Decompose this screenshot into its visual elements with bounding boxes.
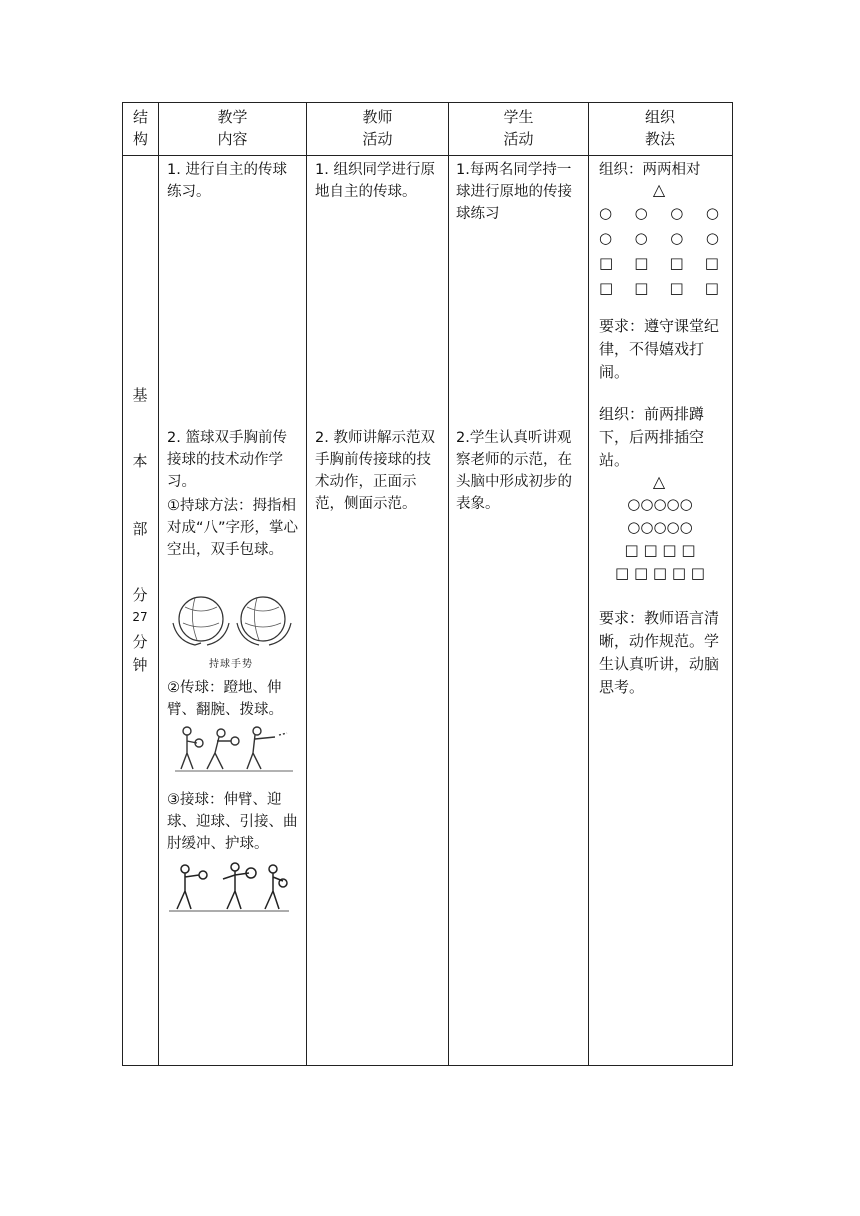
- organization-2: 组织：前两排蹲下，后两排插空站。: [599, 405, 705, 469]
- player-passing-icon: [175, 723, 295, 777]
- structure-char: 部: [132, 520, 148, 538]
- header-content: 教学 内容: [217, 108, 248, 148]
- content-hold-method: ①持球方法：拇指相对成“八”字形，掌心空出，双手包球。: [167, 498, 299, 558]
- column-divider: [588, 103, 589, 1065]
- requirement-2: 要求：教师语言清晰，动作规范。学生认真听讲，动脑思考。: [599, 609, 720, 696]
- formation-1: [599, 201, 719, 301]
- requirement-1: 要求：遵守课堂纪律，不得嬉戏打闹。: [599, 317, 720, 381]
- formation-row: □ □ □ □: [599, 254, 719, 272]
- player-catching-icon: [169, 861, 293, 919]
- content-catch: ③接球：伸臂、迎球、迎球、引接、曲肘缓冲、护球。: [167, 792, 298, 852]
- catching-motion-figure: [169, 861, 293, 923]
- content-item-2: 2. 篮球双手胸前传接球的技术动作学习。: [167, 430, 287, 490]
- column-divider: [158, 103, 159, 1065]
- teacher-position-marker: △: [652, 180, 666, 199]
- formation-row: □ □ □ □ □: [615, 564, 705, 582]
- structure-char: 分: [132, 633, 148, 651]
- formation-row: ○ ○ ○ ○: [599, 229, 719, 247]
- structure-char: 本: [132, 452, 148, 470]
- figure-caption: 持球手势: [209, 659, 253, 670]
- structure-char: 基: [132, 386, 148, 404]
- ball-holding-figure: [167, 593, 295, 670]
- structure-char: 分: [132, 586, 148, 604]
- student-activity-2: 2.学生认真听讲观察老师的示范，在头脑中形成初步的表象。: [456, 430, 572, 512]
- header-divider: [123, 155, 732, 156]
- formation-row: ○○○○○: [627, 495, 693, 513]
- organization-1: 组织：两两相对: [599, 162, 701, 178]
- student-activity-1: 1.每两名同学持一球进行原地的传接球练习: [456, 162, 572, 222]
- structure-minutes: 27: [132, 610, 148, 624]
- teacher-activity-1: 1. 组织同学进行原地自主的传球。: [315, 162, 435, 200]
- teacher-position-marker: △: [652, 472, 666, 491]
- teacher-activity-2: 2. 教师讲解示范双手胸前传接球的技术动作，正面示范，侧面示范。: [315, 430, 435, 512]
- structure-char: 钟: [132, 656, 148, 674]
- formation-row: ○○○○○: [627, 518, 693, 536]
- formation-row: ○ ○ ○ ○: [599, 204, 719, 222]
- header-organization: 组织 教法: [644, 108, 675, 148]
- hands-holding-ball-icon: [167, 593, 295, 651]
- column-divider: [448, 103, 449, 1065]
- formation-row: □ □ □ □: [599, 279, 719, 297]
- passing-motion-figure: [175, 723, 295, 781]
- formation-2: [599, 493, 721, 585]
- column-divider: [306, 103, 307, 1065]
- content-item-1: 1. 进行自主的传球练习。: [167, 162, 287, 200]
- content-pass: ②传球：蹬地、伸臂、翻腕、拨球。: [167, 680, 283, 718]
- formation-row: □ □ □ □: [624, 541, 696, 559]
- lesson-plan-table: [122, 102, 733, 1066]
- header-student-activity: 学生 活动: [503, 108, 534, 148]
- header-teacher-activity: 教师 活动: [362, 108, 393, 148]
- header-structure: 结 构: [132, 108, 148, 148]
